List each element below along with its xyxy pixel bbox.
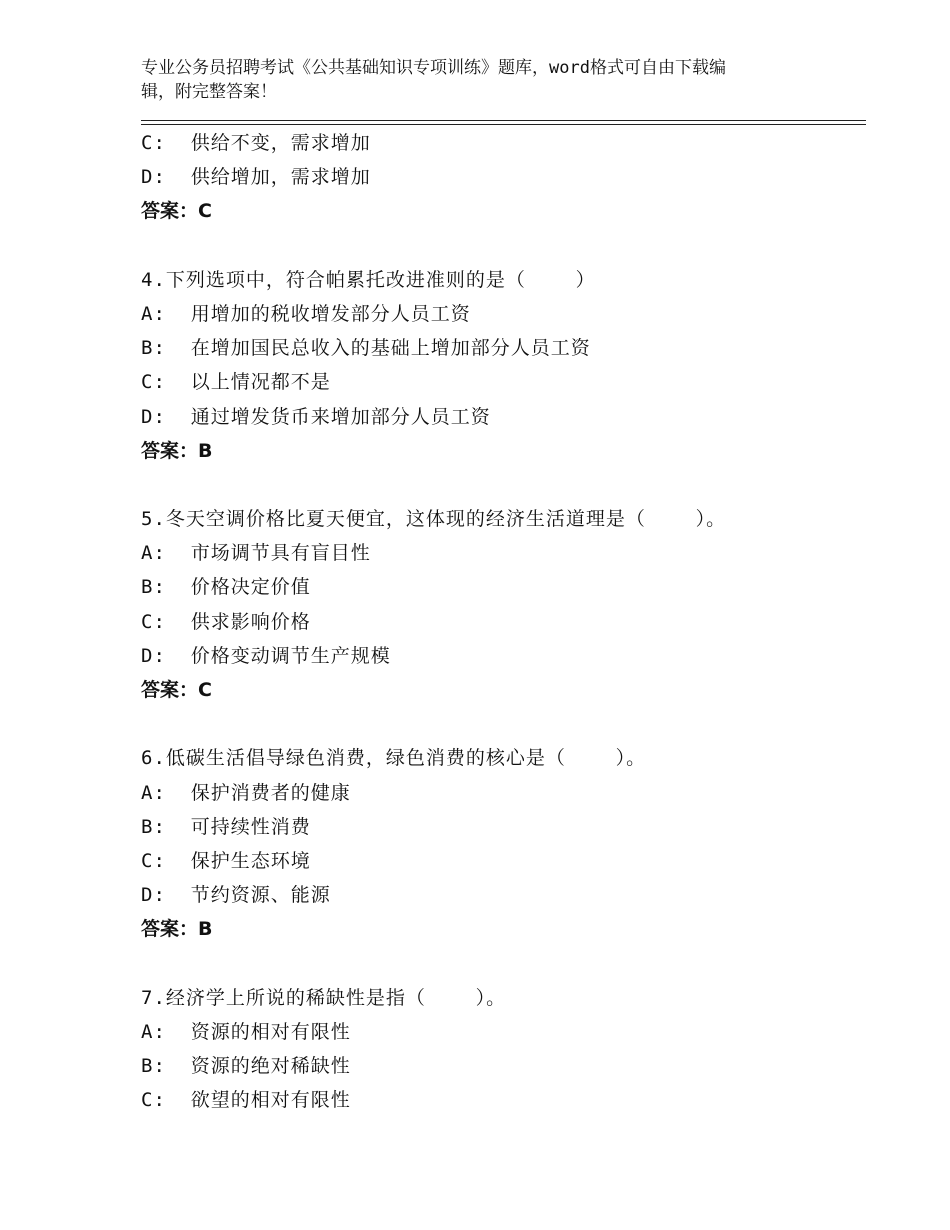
answer-line: 答案：B (141, 918, 213, 941)
header-line-2: 辑，附完整答案！ (141, 82, 277, 102)
option-line: A: 市场调节具有盲目性 (141, 542, 371, 565)
question-list (141, 126, 866, 1117)
option-line: B: 价格决定价值 (141, 576, 311, 599)
spacer (141, 947, 866, 981)
header-line-1: 专业公务员招聘考试《公共基础知识专项训练》题库，word格式可自由下载编 (141, 58, 726, 78)
option-line: C: 供求影响价格 (141, 610, 311, 633)
question-stem: 6.低碳生活倡导绿色消费，绿色消费的核心是（ ）。 (141, 747, 647, 770)
option-line: B: 资源的绝对稀缺性 (141, 1055, 351, 1078)
option-line: D: 通过增发货币来增加部分人员工资 (141, 405, 491, 428)
option-line: A: 保护消费者的健康 (141, 781, 351, 804)
option-line: C: 供给不变，需求增加 (141, 132, 371, 154)
option-line: C: 欲望的相对有限性 (141, 1089, 351, 1112)
option-line: D: 供给增加，需求增加 (141, 166, 371, 189)
answer-line: 答案：C (141, 200, 212, 223)
answer-line: 答案：C (141, 679, 212, 701)
answer-line: 答案：B (141, 439, 213, 462)
option-line: C: 保护生态环境 (141, 849, 311, 872)
option-line: B: 可持续性消费 (141, 815, 311, 838)
option-line: C: 以上情况都不是 (141, 371, 331, 394)
option-line: A: 用增加的税收增发部分人员工资 (141, 302, 471, 325)
spacer (141, 707, 866, 741)
option-line: D: 节约资源、能源 (141, 884, 331, 907)
header-rule-bottom (141, 124, 866, 125)
option-line: B: 在增加国民总收入的基础上增加部分人员工资 (141, 337, 591, 360)
question-stem: 4.下列选项中，符合帕累托改进准则的是（ ） (141, 268, 596, 291)
spacer (141, 468, 866, 502)
option-line: D: 价格变动调节生产规模 (141, 644, 391, 667)
option-line: A: 资源的相对有限性 (141, 1020, 351, 1043)
spacer (141, 229, 866, 263)
document-header (141, 56, 801, 104)
question-stem: 7.经济学上所说的稀缺性是指（ ）。 (141, 986, 507, 1009)
question-stem: 5.冬天空调价格比夏天便宜，这体现的经济生活道理是（ ）。 (141, 508, 727, 531)
header-rule-top (141, 120, 866, 121)
